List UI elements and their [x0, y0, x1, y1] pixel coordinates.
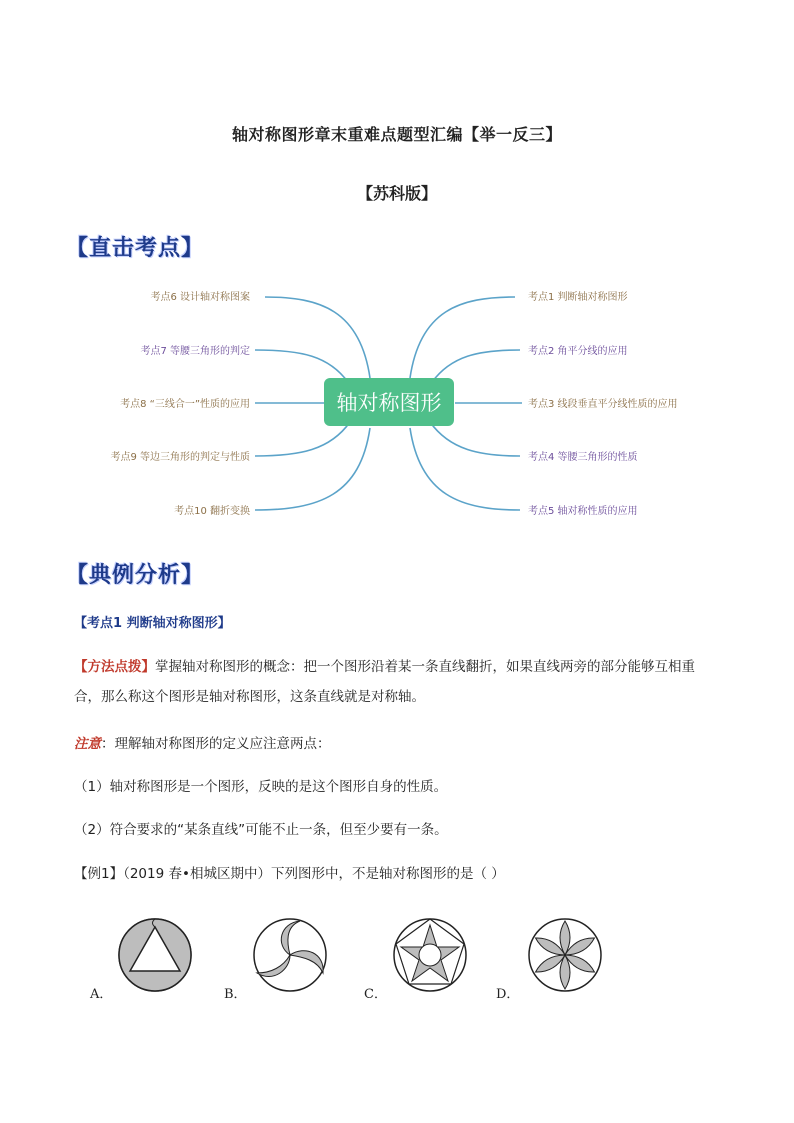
page-title: 轴对称图形章末重难点题型汇编【举一反三】: [231, 125, 562, 144]
left-label-2: 考点7 等腰三角形的判定: [140, 346, 250, 357]
right-label-3: 考点3 线段垂直平分线性质的应用: [528, 399, 678, 410]
section-heading-key-points: 【直击考点】: [66, 236, 205, 261]
right-label-5: 考点5 轴对称性质的应用: [528, 506, 638, 517]
branch-right-5: [410, 428, 520, 510]
example-tag: 【例1】: [74, 866, 124, 882]
option-c-label[interactable]: C．: [364, 987, 387, 1002]
example-text: （2019 春•相城区期中）下列图形中，不是轴对称图形的是（ ）: [123, 866, 505, 882]
branch-left-4: [255, 422, 350, 456]
point-2: （2）符合要求的“某条直线”可能不止一条，但至少要有一条。: [74, 822, 448, 838]
mindmap-left-labels: [110, 290, 250, 517]
branch-left-5: [255, 428, 370, 510]
figure-a[interactable]: [110, 915, 200, 995]
method-text-2: 合，那么称这个图形是轴对称图形，这条直线就是对称轴。: [74, 689, 425, 705]
mindmap-right-labels: [528, 290, 678, 517]
note-tag: 注意: [74, 736, 101, 752]
example-1: [74, 859, 505, 889]
mindmap: [60, 270, 740, 540]
right-label-1: 考点1 判断轴对称图形: [528, 292, 628, 303]
left-label-3: 考点8 “三线合一”性质的应用: [120, 399, 250, 410]
option-b-label[interactable]: B．: [224, 987, 247, 1002]
note-text: ：理解轴对称图形的定义应注意两点：: [101, 736, 331, 752]
right-label-2: 考点2 角平分线的应用: [528, 346, 628, 357]
figure-b[interactable]: [245, 915, 335, 995]
branch-right-1: [410, 297, 515, 378]
branch-left-1: [265, 297, 370, 378]
kp1-tag: 【考点1 判断轴对称图形】: [74, 616, 231, 631]
right-label-4: 考点4 等腰三角形的性质: [528, 452, 638, 463]
figure-d[interactable]: [520, 915, 610, 995]
mindmap-svg: [60, 270, 740, 540]
option-d-label[interactable]: D．: [496, 987, 520, 1002]
option-a-label[interactable]: A．: [90, 987, 113, 1002]
method-paragraph: [74, 652, 734, 712]
branch-right-4: [430, 422, 520, 456]
method-tag: 【方法点拨】: [74, 659, 155, 675]
left-label-4: 考点9 等边三角形的判定与性质: [110, 452, 250, 463]
method-text-1: 掌握轴对称图形的概念：把一个图形沿着某一条直线翻折，如果直线两旁的部分能够互相重: [155, 659, 695, 675]
page-subtitle: 【苏科版】: [356, 184, 437, 203]
note-line: [74, 729, 331, 759]
point-1: （1）轴对称图形是一个图形，反映的是这个图形自身的性质。: [74, 779, 448, 795]
left-label-5: 考点10 翻折变换: [174, 506, 250, 517]
left-label-1: 考点6 设计轴对称图案: [150, 292, 250, 303]
mindmap-center-text: 轴对称图形: [336, 391, 442, 415]
figure-c[interactable]: [385, 915, 475, 995]
section-heading-examples: 【典例分析】: [66, 563, 205, 588]
